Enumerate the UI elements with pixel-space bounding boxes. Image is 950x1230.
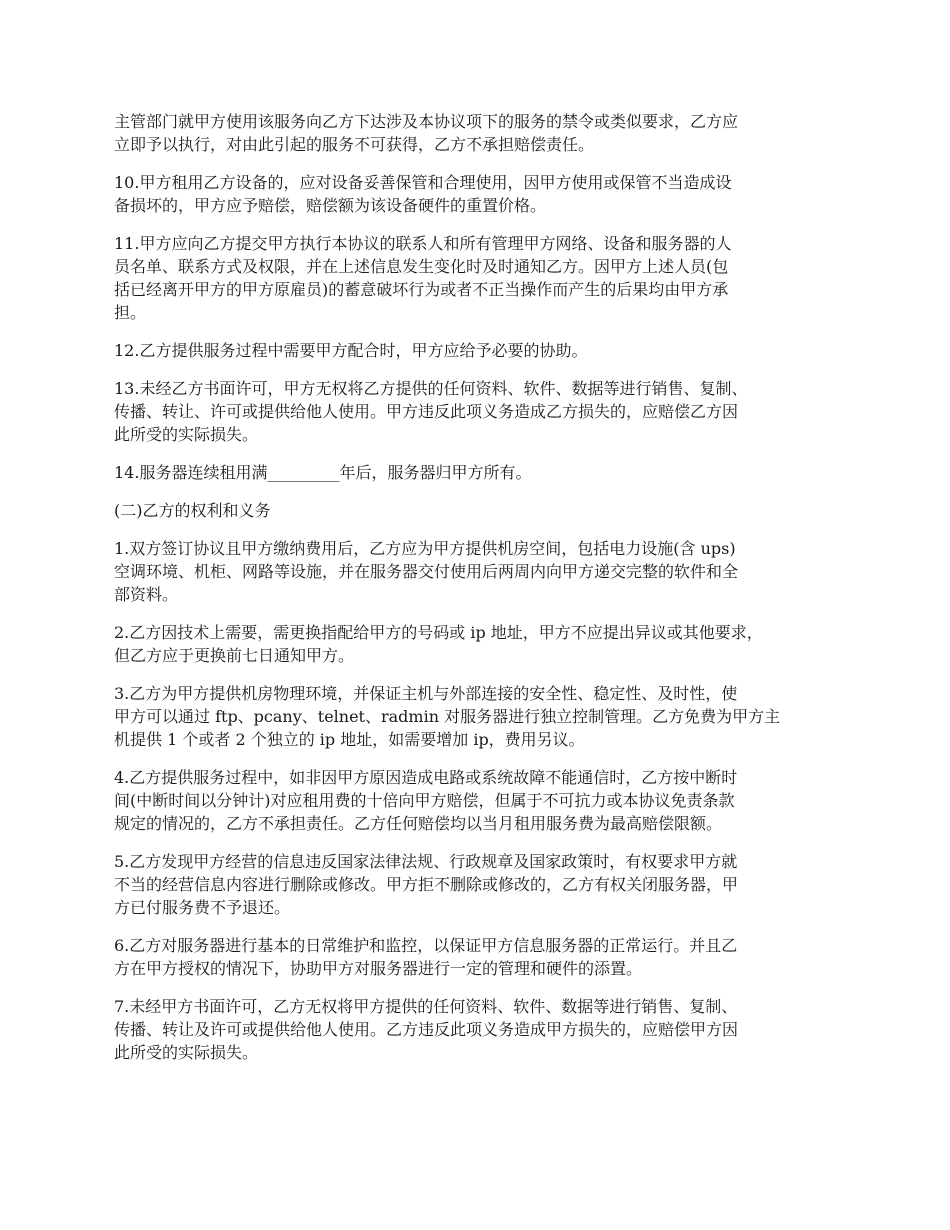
paragraph-line: 12.乙方提供服务过程中需要甲方配合时，甲方应给予必要的协助。 [114, 341, 588, 360]
paragraph-line: 括已经离开甲方的甲方原雇员)的蓄意破坏行为或者不正当操作而产生的后果均由甲方承 [114, 280, 729, 299]
paragraph-line: 10.甲方租用乙方设备的，应对设备妥善保管和合理使用，因甲方使用或保管不当造成设 [114, 173, 732, 192]
paragraph-line: 甲方可以通过 ftp、pcany、telnet、radmin 对服务器进行独立控制管理。乙方免费为甲方主 [114, 707, 781, 726]
paragraph [114, 766, 854, 835]
paragraph-line: 2.乙方因技术上需要，需更换指配给甲方的号码或 ip 地址，甲方不应提出异议或其他要求， [114, 623, 763, 642]
paragraph-line: 13.未经乙方书面许可，甲方无权将乙方提供的任何资料、软件、数据等进行销售、复制、 [114, 379, 748, 398]
paragraph-line: 备损坏的，甲方应予赔偿，赔偿额为该设备硬件的重置价格。 [114, 196, 547, 215]
paragraph [114, 232, 854, 324]
paragraph [114, 110, 854, 156]
paragraph-line: 1.双方签订协议且甲方缴纳费用后，乙方应为甲方提供机房空间，包括电力设施(含 ups) [114, 539, 736, 558]
paragraph-line: 但乙方应于更换前七日通知甲方。 [114, 646, 355, 665]
paragraph-line: 14.服务器连续租用满_________年后，服务器归甲方所有。 [114, 463, 532, 482]
paragraph [114, 339, 854, 362]
paragraph-line: 3.乙方为甲方提供机房物理环境，并保证主机与外部连接的安全性、稳定性、及时性，使 [114, 684, 738, 703]
paragraph-line: 6.乙方对服务器进行基本的日常维护和监控，以保证甲方信息服务器的正常运行。并且乙 [114, 936, 738, 955]
paragraph-line: 方已付服务费不予退还。 [114, 898, 291, 917]
paragraph [114, 995, 854, 1064]
paragraph-line: 间(中断时间以分钟计)对应租用费的十倍向甲方赔偿，但属于不可抗力或本协议免责条款 [114, 791, 735, 810]
paragraph-line: 空调环境、机柜、网路等设施，并在服务器交付使用后两周内向甲方递交完整的软件和全 [114, 562, 739, 581]
paragraph-line: 不当的经营信息内容进行删除或修改。甲方拒不删除或修改的，乙方有权关闭服务器，甲 [114, 875, 739, 894]
paragraph-line: 传播、转让、许可或提供给他人使用。甲方违反此项义务造成乙方损失的，应赔偿乙方因 [114, 402, 739, 421]
paragraph [114, 621, 854, 667]
paragraph-line: (二)乙方的权利和义务 [114, 501, 271, 520]
paragraph-line: 担。 [114, 303, 147, 322]
paragraph [114, 537, 854, 606]
paragraph-line: 4.乙方提供服务过程中，如非因甲方原因造成电路或系统故障不能通信时，乙方按中断时 [114, 768, 738, 787]
paragraph-line: 规定的情况的，乙方不承担责任。乙方任何赔偿均以当月租用服务费为最高赔偿限额。 [114, 814, 723, 833]
paragraph [114, 682, 854, 751]
paragraph-line: 方在甲方授权的情况下，协助甲方对服务器进行一定的管理和硬件的添置。 [114, 959, 643, 978]
paragraph [114, 499, 854, 522]
paragraph-line: 5.乙方发现甲方经营的信息违反国家法律法规、行政规章及国家政策时，有权要求甲方就 [114, 852, 738, 871]
paragraph [114, 850, 854, 919]
paragraph-line: 传播、转让及许可或提供给他人使用。乙方违反此项义务造成甲方损失的，应赔偿甲方因 [114, 1020, 739, 1039]
paragraph-line: 主管部门就甲方使用该服务向乙方下达涉及本协议项下的服务的禁令或类似要求，乙方应 [114, 112, 739, 131]
paragraph-line: 此所受的实际损失。 [114, 1043, 259, 1062]
paragraph [114, 171, 854, 217]
paragraph [114, 934, 854, 980]
paragraph-line: 员名单、联系方式及权限，并在上述信息发生变化时及时通知乙方。因甲方上述人员(包 [114, 257, 729, 276]
document-page [114, 110, 854, 1079]
paragraph-line: 部资料。 [114, 585, 179, 604]
paragraph [114, 377, 854, 446]
paragraph [114, 461, 854, 484]
paragraph-line: 立即予以执行，对由此引起的服务不可获得，乙方不承担赔偿责任。 [114, 135, 595, 154]
document-body [114, 110, 854, 1064]
paragraph-line: 11.甲方应向乙方提交甲方执行本协议的联系人和所有管理甲方网络、设备和服务器的人 [114, 234, 732, 253]
paragraph-line: 此所受的实际损失。 [114, 425, 259, 444]
paragraph-line: 机提供 1 个或者 2 个独立的 ip 地址，如需要增加 ip，费用另议。 [114, 730, 585, 749]
paragraph-line: 7.未经甲方书面许可，乙方无权将甲方提供的任何资料、软件、数据等进行销售、复制、 [114, 997, 738, 1016]
